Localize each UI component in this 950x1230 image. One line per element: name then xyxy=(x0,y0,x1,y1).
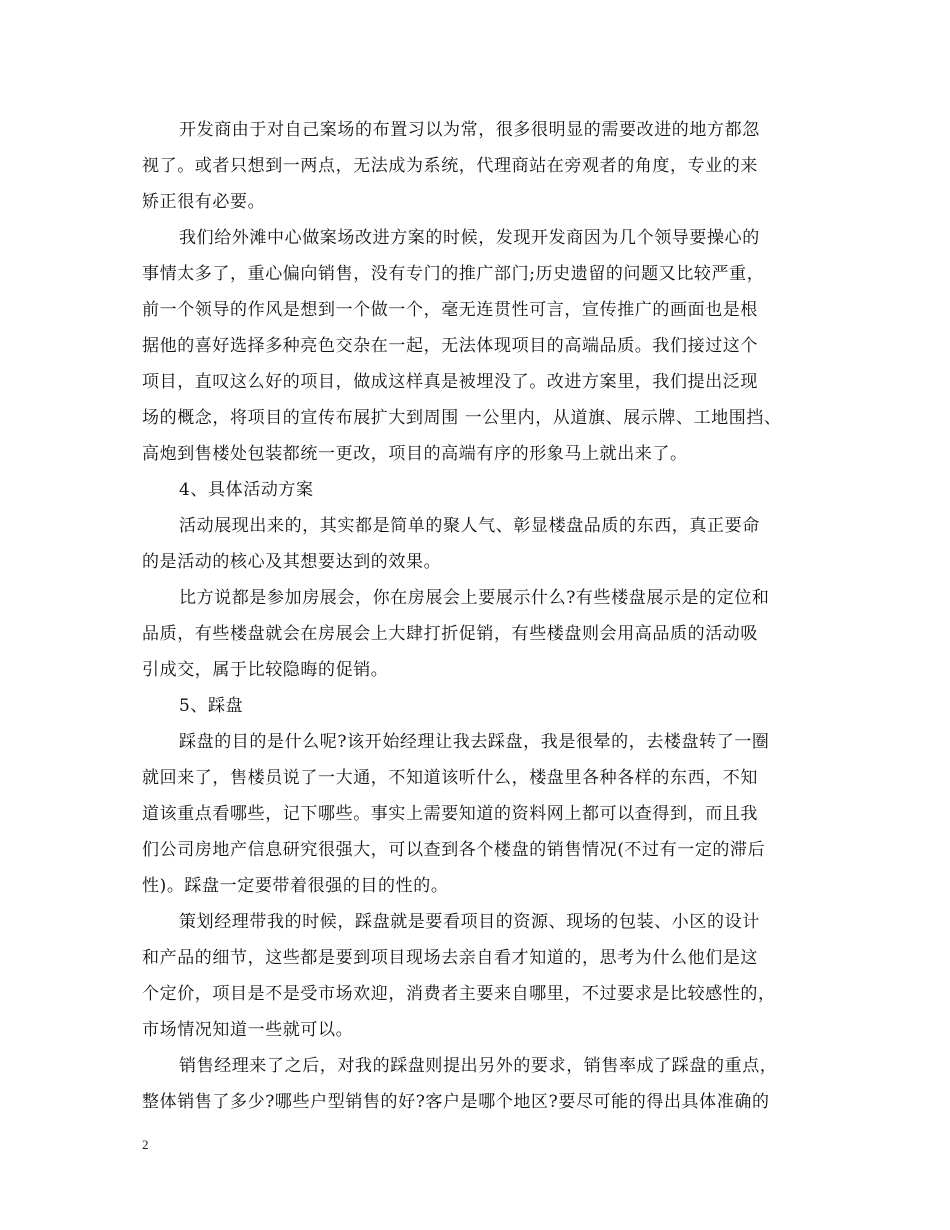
text-line: 比方说都是参加房展会，你在房展会上要展示什么?有些楼盘展示是的定位和 xyxy=(179,588,770,608)
text-line: 的是活动的核心及其想要达到的效果。 xyxy=(142,552,442,572)
text-line: 品质，有些楼盘就会在房展会上大肆打折促销，有些楼盘则会用高品质的活动吸 xyxy=(142,624,758,644)
text-line: 性)。踩盘一定要带着很强的目的性的。 xyxy=(142,876,449,896)
page-number: 2 xyxy=(142,1137,149,1152)
text-line: 踩盘的目的是什么呢?该开始经理让我去踩盘，我是很晕的，去楼盘转了一圈 xyxy=(179,732,770,752)
text-line: 整体销售了多少?哪些户型销售的好?客户是哪个地区?要尽可能的得出具体准确的 xyxy=(142,1092,770,1112)
text-line: 高炮到售楼处包装都统一更改，项目的高端有序的形象马上就出来了。 xyxy=(142,444,688,464)
text-line: 市场情况知道一些就可以。 xyxy=(142,1020,354,1040)
text-line: 矫正很有必要。 xyxy=(142,192,266,212)
text-line: 项目，直叹这么好的项目，做成这样真是被埋没了。改进方案里，我们提出泛现 xyxy=(142,372,758,392)
text-line: 场的概念，将项目的宣传布展扩大到周围 一公里内，从道旗、展示牌、工地围挡、 xyxy=(142,408,782,428)
text-line: 销售经理来了之后，对我的踩盘则提出另外的要求，销售率成了踩盘的重点， xyxy=(179,1056,778,1076)
text-line: 据他的喜好选择多种亮色交杂在一起，无法体现项目的高端品质。我们接过这个 xyxy=(142,336,758,356)
text-line: 引成交，属于比较隐晦的促销。 xyxy=(142,660,389,680)
text-line: 事情太多了，重心偏向销售，没有专门的推广部门;历史遗留的问题又比较严重， xyxy=(142,264,765,284)
text-line: 就回来了，售楼员说了一大通，不知道该听什么，楼盘里各种各样的东西，不知 xyxy=(142,768,758,788)
section-heading: 5、踩盘 xyxy=(179,696,244,716)
text-line: 活动展现出来的，其实都是简单的聚人气、彰显楼盘品质的东西，真正要命 xyxy=(179,516,760,536)
text-line: 视了。或者只想到一两点，无法成为系统，代理商站在旁观者的角度，专业的来 xyxy=(142,156,758,176)
text-line: 策划经理带我的时候，踩盘就是要看项目的资源、现场的包装、小区的设计 xyxy=(179,912,760,932)
text-line: 道该重点看哪些，记下哪些。事实上需要知道的资料网上都可以查得到，而且我 xyxy=(142,804,758,824)
text-line: 前一个领导的作风是想到一个做一个，毫无连贯性可言，宣传推广的画面也是根 xyxy=(142,300,758,320)
text-line: 和产品的细节，这些都是要到项目现场去亲自看才知道的，思考为什么他们是这 xyxy=(142,948,758,968)
text-line: 个定价，项目是不是受市场欢迎，消费者主要来自哪里，不过要求是比较感性的， xyxy=(142,984,776,1004)
text-line: 开发商由于对自己案场的布置习以为常，很多很明显的需要改进的地方都忽 xyxy=(179,120,760,140)
text-line: 们公司房地产信息研究很强大，可以查到各个楼盘的销售情况(不过有一定的滞后 xyxy=(142,840,766,860)
text-line: 我们给外滩中心做案场改进方案的时候，发现开发商因为几个领导要操心的 xyxy=(179,228,760,248)
section-heading: 4、具体活动方案 xyxy=(179,480,314,500)
